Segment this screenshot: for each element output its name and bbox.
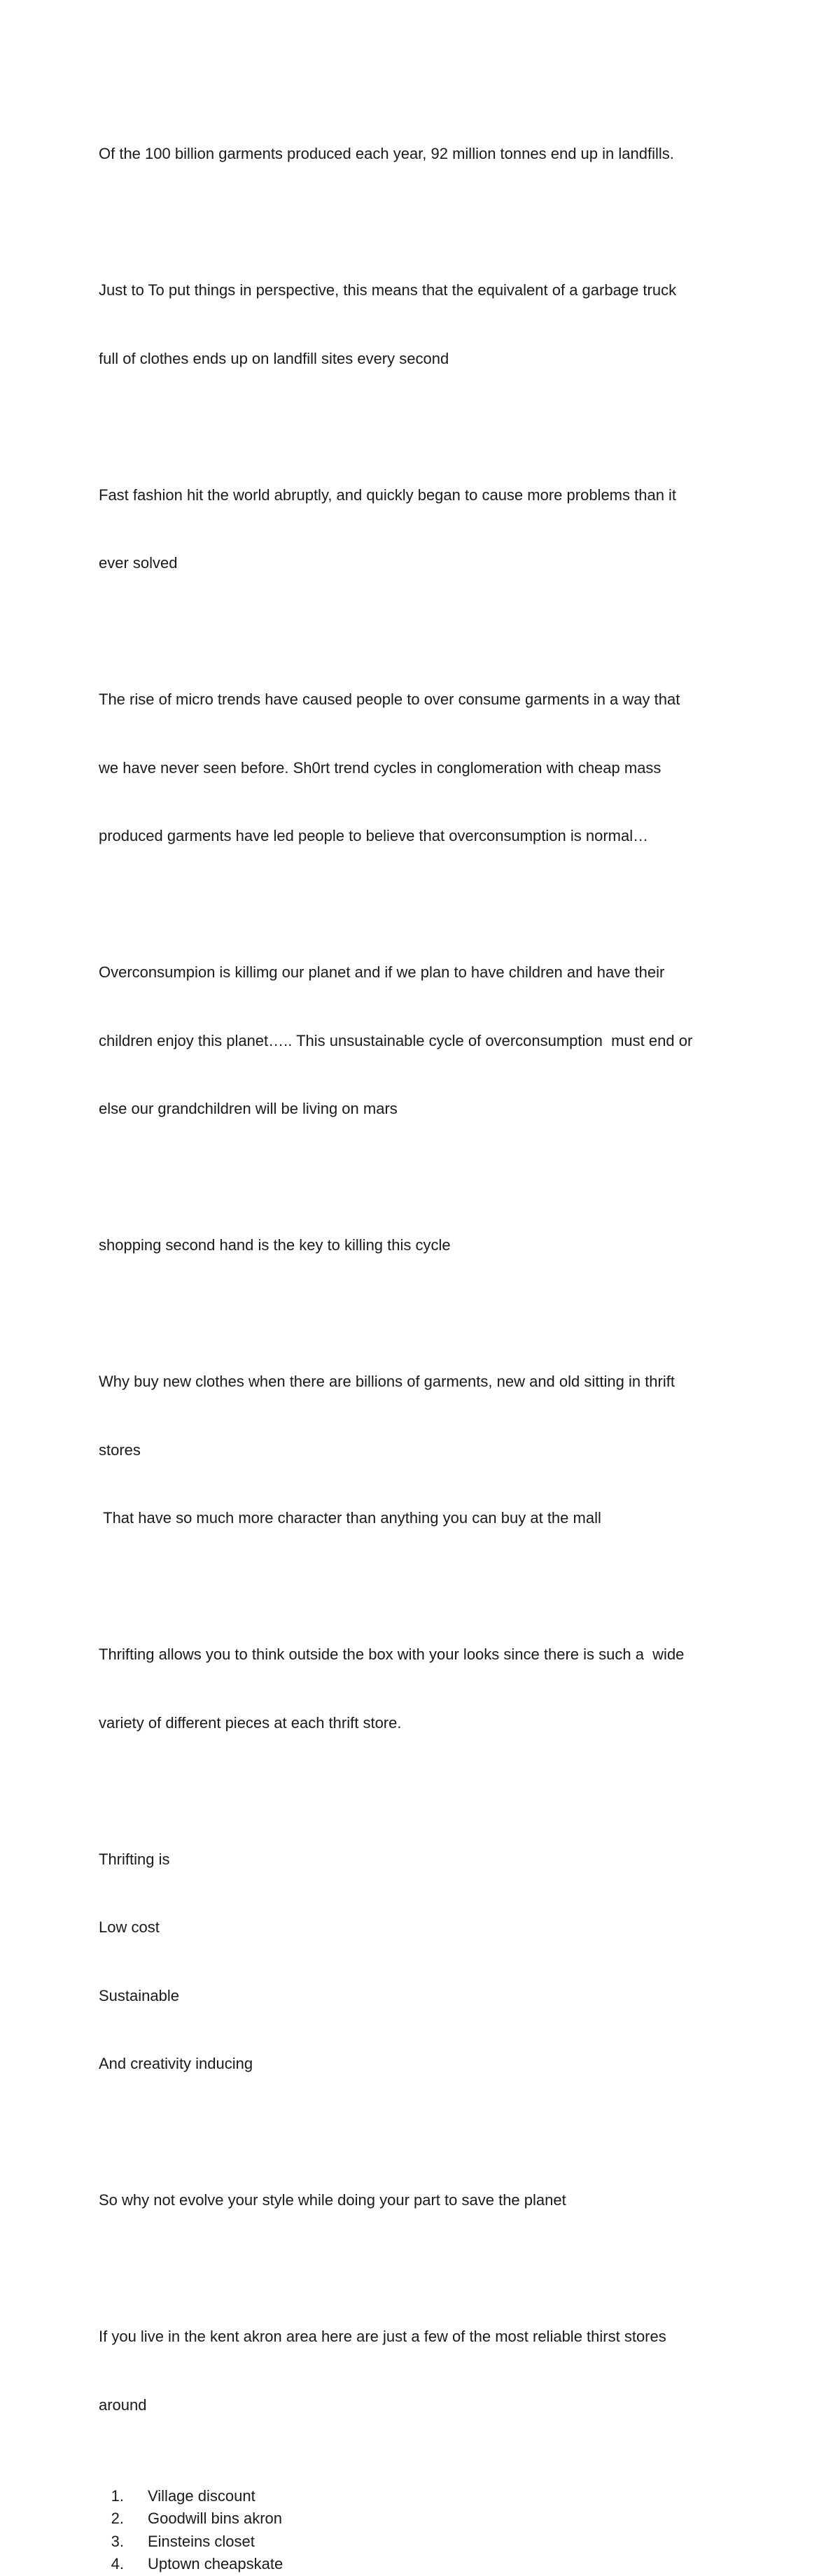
paragraph (99, 2280, 743, 2462)
text-line: Of the 100 billion garments produced each year, 92 million tonnes end up in landfills. (99, 145, 674, 162)
text-line: else our grandchildren will be living on mars (99, 1100, 398, 1117)
text-line: stores (99, 1441, 141, 1459)
text-line: we have never seen before. Sh0rt trend cycles in conglomeration with cheap mass (99, 758, 662, 777)
text-line: That have so much more character than anything you can buy at the mall (99, 1509, 601, 1527)
paragraph (99, 1189, 743, 1303)
list-item (99, 2507, 743, 2531)
paragraph (99, 643, 743, 893)
text-line: ever solved (99, 554, 178, 572)
paragraph (99, 916, 743, 1166)
text-line: The rise of micro trends have caused people to over consume garments in a way that (99, 691, 680, 708)
list-item-text: Village discount (148, 2486, 255, 2505)
text-line: produced garments have led people to believe that overconsumption is normal… (99, 827, 649, 844)
list-item (99, 2485, 743, 2508)
text-line: children enjoy this planet….. This unsustainable cycle of overconsumption must end or (99, 1031, 693, 1049)
text-line: variety of different pieces at each thrift store. (99, 1713, 402, 1732)
paragraph (99, 1598, 743, 1780)
text-line: full of clothes ends up on landfill sites every second (99, 349, 449, 367)
paragraph (99, 234, 743, 416)
text-line: Thrifting allows you to think outside the box with your looks since there is such a wide (99, 1646, 685, 1663)
paragraph (99, 2144, 743, 2258)
list-item (99, 2531, 743, 2554)
text-line: Low cost (99, 1918, 160, 1936)
text-line: If you live in the kent akron area here are just a few of the most reliable thirst stores (99, 2328, 666, 2345)
paragraph (99, 97, 743, 211)
thrift-store-list (99, 2485, 743, 2576)
list-number: 2. (111, 2510, 124, 2527)
text-line: Thrifting is (99, 1850, 170, 1868)
text-line: shopping second hand is the key to killing this cycle (99, 1236, 451, 1254)
document-body (99, 97, 743, 2576)
list-item (99, 2553, 743, 2576)
paragraph (99, 1803, 743, 2121)
text-line: Just to To put things in perspective, this means that the equivalent of a garbage truck (99, 281, 677, 299)
list-item-text: Goodwill bins akron (148, 2510, 282, 2527)
text-line: Sustainable (99, 1986, 179, 2004)
list-item-text: Einsteins closet (148, 2532, 255, 2550)
list-item-text: Uptown cheapskate (148, 2555, 284, 2573)
text-line: Overconsumpion is killimg our planet and if we plan to have children and have their (99, 963, 665, 981)
text-line: And creativity inducing (99, 2055, 253, 2072)
list-number: 4. (111, 2555, 124, 2573)
list-number: 1. (111, 2486, 124, 2505)
text-line: So why not evolve your style while doing your part to save the planet (99, 2191, 566, 2209)
text-line: around (99, 2395, 147, 2414)
text-line: Fast fashion hit the world abruptly, and quickly began to cause more problems than it (99, 486, 677, 504)
list-number: 3. (111, 2532, 124, 2550)
text-line: Why buy new clothes when there are billions of garments, new and old sitting in thrift (99, 1373, 675, 1390)
paragraph (99, 439, 743, 621)
paragraph (99, 1325, 743, 1576)
